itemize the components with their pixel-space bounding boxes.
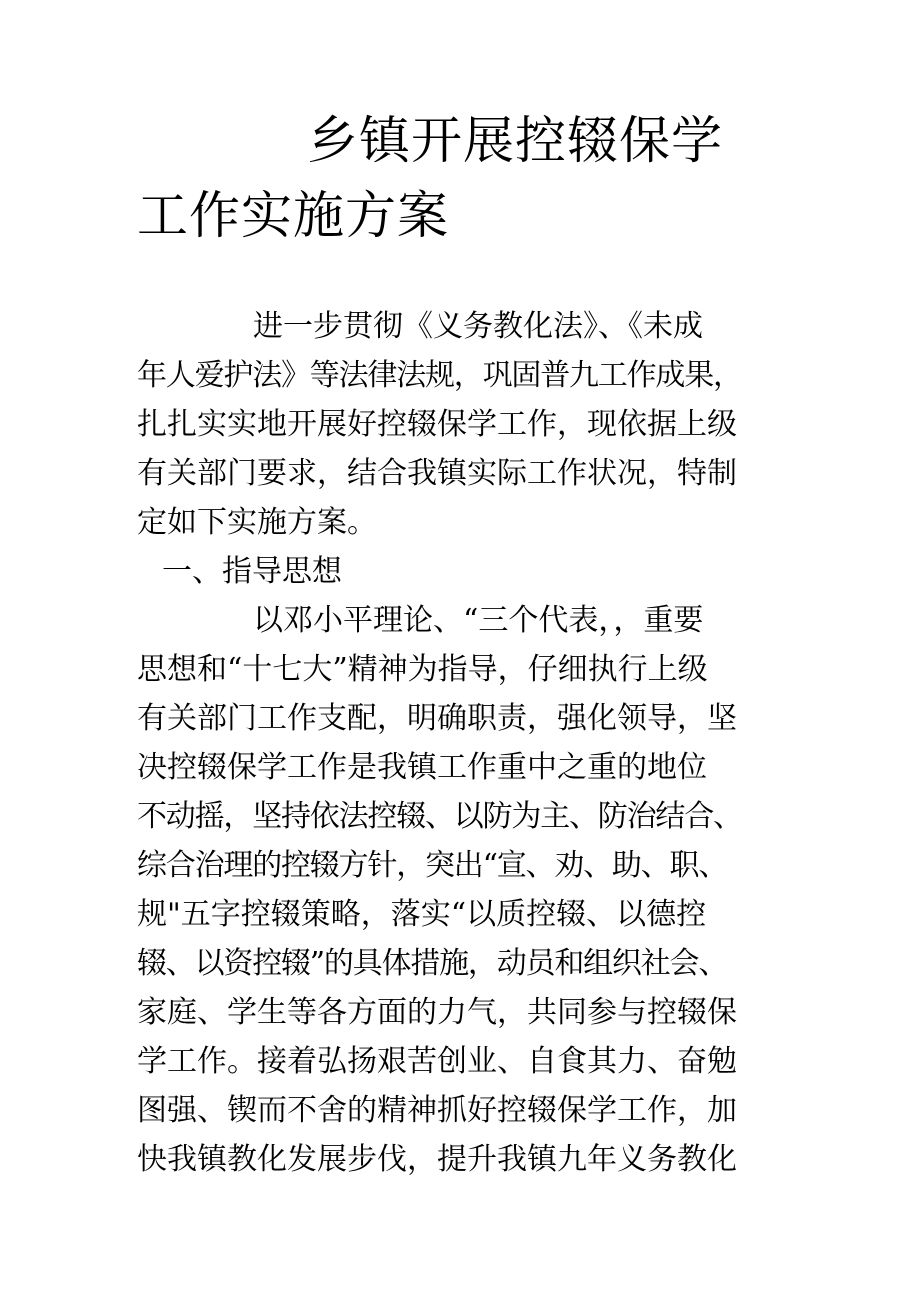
paragraph-line: 决控辍保学工作是我镇工作重中之重的地位 [137,750,707,785]
title-line-2: 工作实施方案 [137,187,450,246]
paragraph-line: 有关部门要求，结合我镇实际工作状况，特制 [137,456,737,491]
paragraph-line: 定如下实施方案。 [137,505,377,540]
paragraph-line: 扎扎实实地开展好控辍保学工作，现依据上级 [137,407,737,442]
paragraph-line: 进一步贯彻《义务教化法》、《未成 [253,309,703,344]
paragraph-line: 综合治理的控辍方针，突出“宣、劝、助、职、 [137,848,728,883]
paragraph-line: 不动摇，坚持依法控辍、以防为主、防治结合、 [137,799,742,834]
paragraph-line: 思想和“十七大”精神为指导，仔细执行上级 [137,652,708,687]
paragraph-line: 规"五字控辍策略，落实“以质控辍、以德控 [137,897,707,932]
paragraph-line: 家庭、学生等各方面的力气，共同参与控辍保 [137,995,737,1030]
paragraph-line: 年人爱护法》等法律法规，巩固普九工作成果， [137,358,742,393]
section-heading: 一、指导思想 [162,554,342,589]
paragraph-line: 学工作。接着弘扬艰苦创业、自食其力、奋勉 [137,1044,737,1079]
paragraph-line: 图强、锲而不舍的精神抓好控辍保学工作，加 [137,1093,737,1128]
paragraph-line: 有关部门工作支配，明确职责，强化领导，坚 [137,701,737,736]
title-line-1: 乡镇开展控辍保学 [307,112,724,171]
paragraph-line: 快我镇教化发展步伐，提升我镇九年义务教化 [137,1142,737,1177]
paragraph-line: 以邓小平理论、“三个代表，，重要 [253,603,704,638]
paragraph-line: 辍、以资控辍”的具体措施，动员和组织社会、 [137,946,728,981]
